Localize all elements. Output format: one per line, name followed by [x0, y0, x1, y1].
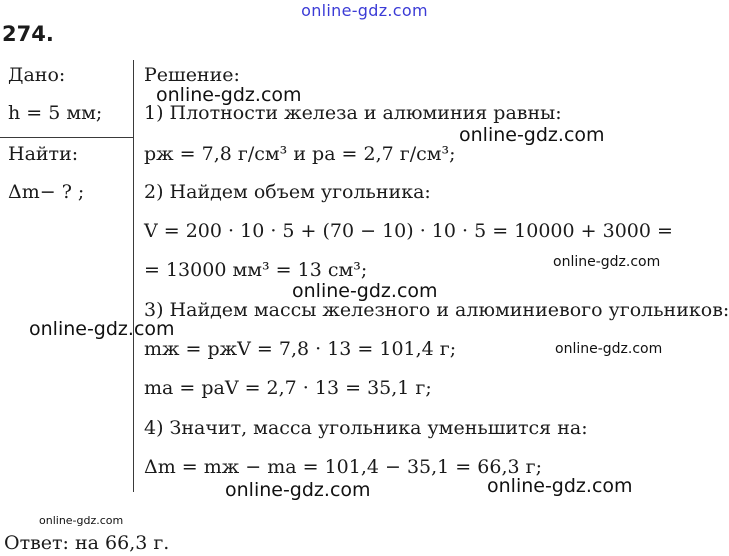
horizontal-divider	[0, 137, 133, 138]
solution-line: 2) Найдем объем угольника:	[144, 181, 431, 203]
watermark-text[interactable]: online-gdz.com	[39, 514, 124, 527]
site-header-watermark[interactable]: online-gdz.com	[301, 1, 428, 20]
solution-line: Δm = mж − mа = 101,4 − 35,1 = 66,3 г;	[144, 456, 542, 478]
watermark-text[interactable]: online-gdz.com	[292, 280, 438, 302]
watermark-text[interactable]: online-gdz.com	[156, 84, 302, 106]
solution-line: mж = pжV = 7,8 · 13 = 101,4 г;	[144, 338, 457, 360]
watermark-text[interactable]: online-gdz.com	[555, 341, 663, 357]
find-value: Δm− ? ;	[8, 181, 85, 203]
watermark-text[interactable]: online-gdz.com	[553, 254, 661, 270]
given-label: Дано:	[8, 64, 66, 86]
given-value: h = 5 мм;	[8, 102, 103, 124]
watermark-text[interactable]: online-gdz.com	[487, 475, 633, 497]
solution-line: 3) Найдем массы железного и алюминиевого угольников:	[144, 299, 729, 321]
solution-line: 1) Плотности железа и алюминия равны:	[144, 102, 562, 124]
watermark-text[interactable]: online-gdz.com	[29, 318, 175, 340]
solution-line: V = 200 · 10 · 5 + (70 − 10) · 10 · 5 = 10000 + 3000 =	[144, 220, 673, 242]
solution-line: = 13000 мм³ = 13 см³;	[144, 259, 368, 281]
watermark-text[interactable]: online-gdz.com	[225, 479, 371, 501]
solution-line: mа = pаV = 2,7 · 13 = 35,1 г;	[144, 377, 432, 399]
vertical-divider	[133, 60, 134, 492]
solution-line: 4) Значит, масса угольника уменьшится на:	[144, 417, 588, 439]
solution-heading: Решение:	[144, 64, 240, 86]
answer-line: Ответ: на 66,3 г.	[4, 532, 170, 554]
problem-number: 274.	[2, 22, 54, 46]
solution-line: pж = 7,8 г/см³ и pа = 2,7 г/см³;	[144, 143, 456, 165]
find-label: Найти:	[8, 143, 79, 165]
watermark-text[interactable]: online-gdz.com	[459, 124, 605, 146]
